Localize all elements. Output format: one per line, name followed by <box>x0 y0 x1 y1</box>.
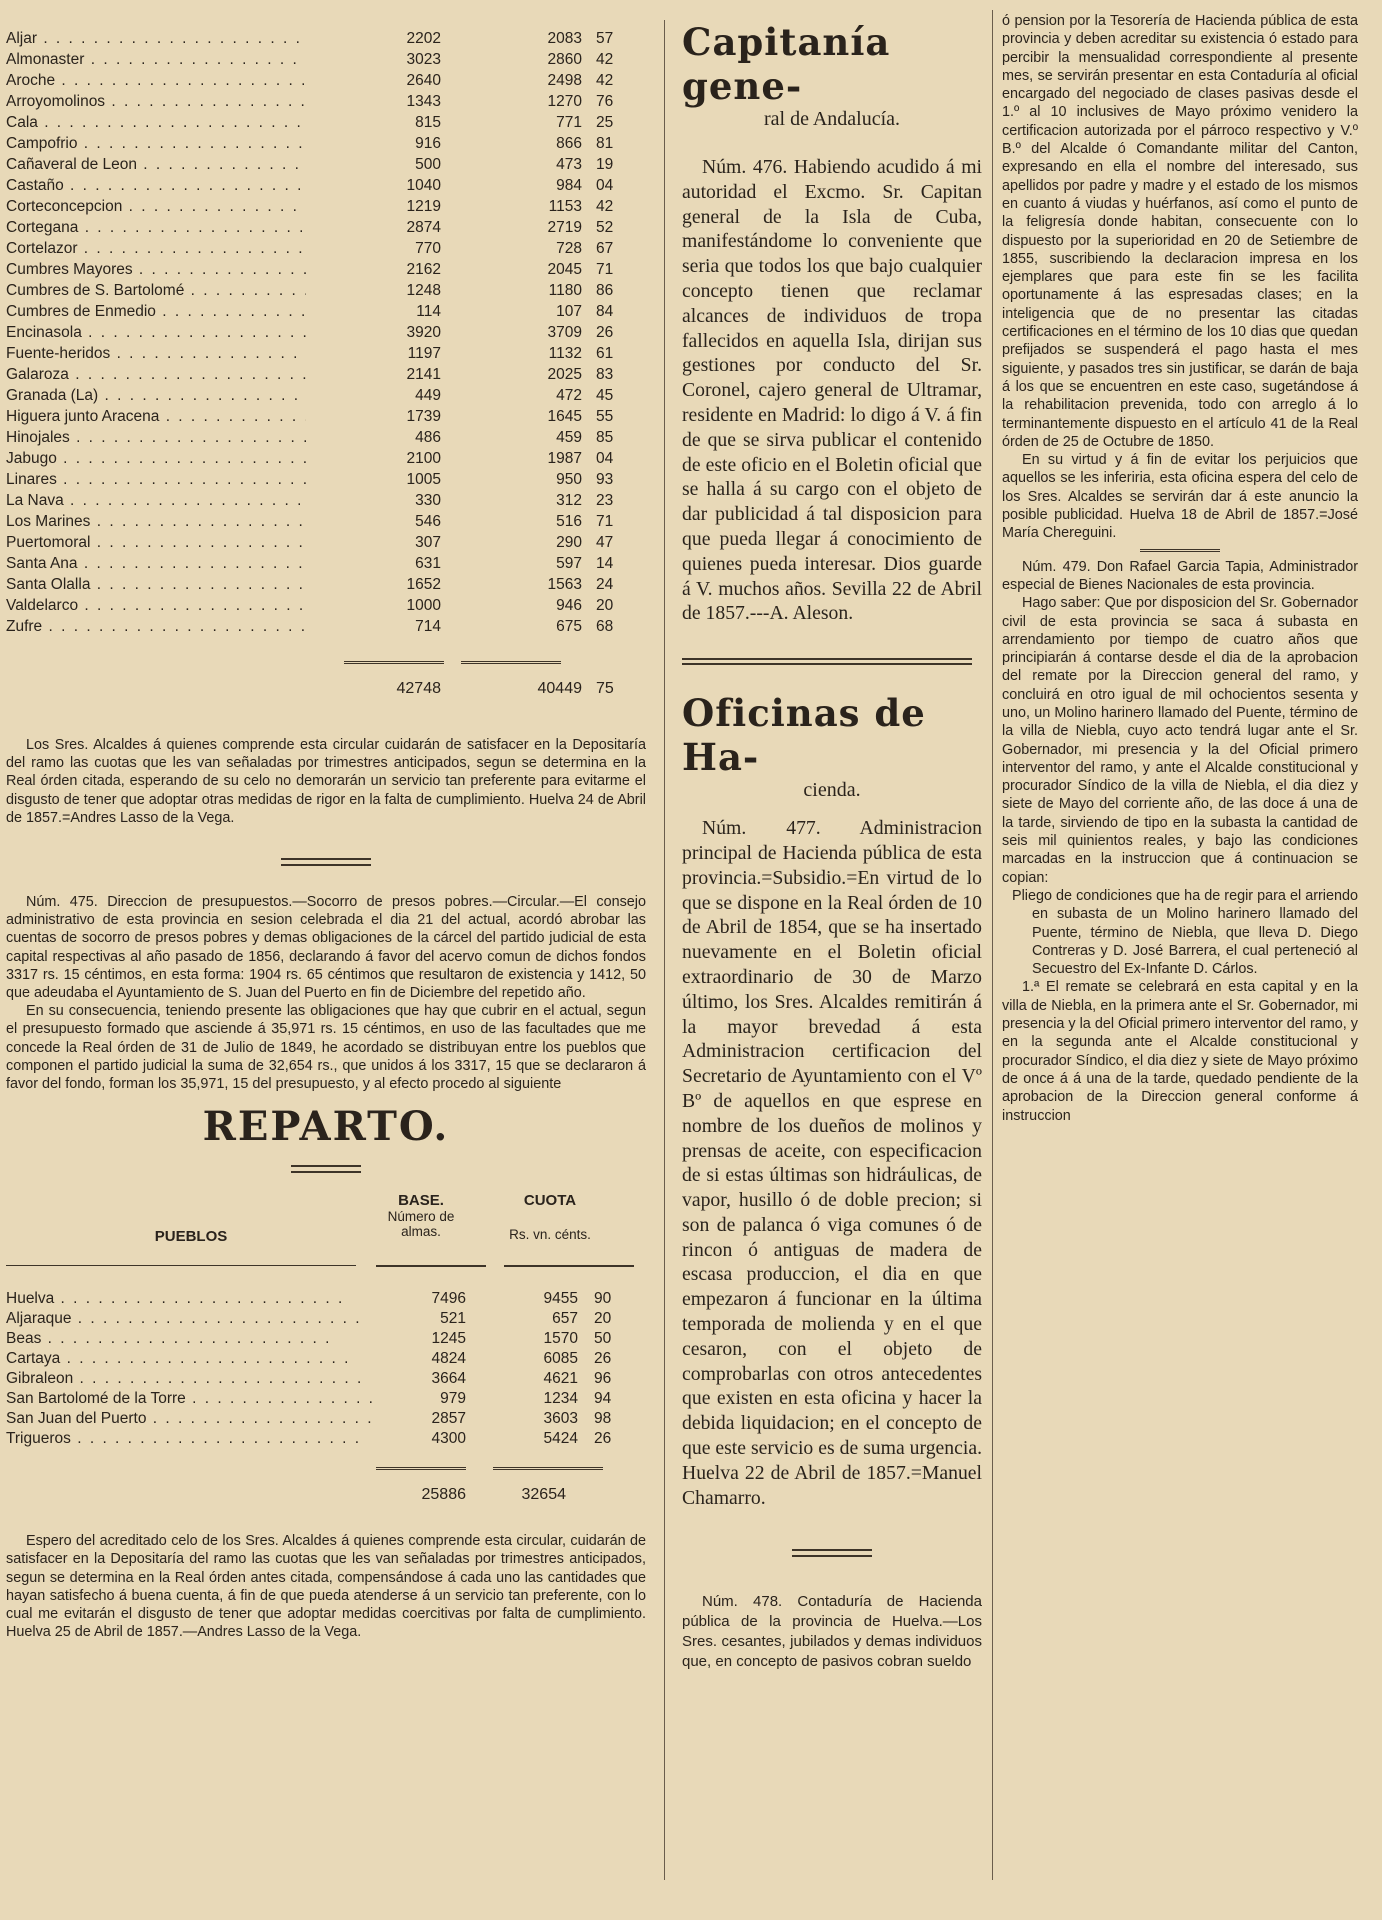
base-value: 114 <box>416 302 441 320</box>
centimos-value: 98 <box>594 1410 612 1428</box>
reales-value: 2025 <box>547 365 582 383</box>
centimos-value: 57 <box>596 29 614 47</box>
pueblo-name: Cumbres de Enmedio . . . <box>6 303 306 321</box>
base-value: 330 <box>415 491 441 509</box>
centimos-value: 26 <box>594 1350 612 1368</box>
base-value: 2162 <box>406 260 441 278</box>
centimos-value: 84 <box>596 302 614 320</box>
base-value: 714 <box>415 617 441 635</box>
reales-value: 675 <box>556 617 582 635</box>
reales-value: 946 <box>556 596 582 614</box>
article-475: Núm. 475. Direccion de presupuestos.—Socorro de presos pobres.—Circular.—El consejo administrativo de esta provincia en sesion celebrada el dia 21 del actual, acordó abrobar las cuentas de socorro de presos pobres y demas obligaciones de la cárcel del partido judicial de esta capital respectivas al año pasado de 1856, declarando á favor del acervo comun de dichos fondos 3317 rs. 15 céntimos, en esta forma: 1904 rs. 65 céntimos que resultaron de existencia y 1412, 50 que adeudaba el Ayuntamiento de S. Juan del Puerto en fin de Diciembre del repetido año. <box>6 894 646 1002</box>
reales-value: 2860 <box>547 50 582 68</box>
column-rule-right <box>992 10 993 1880</box>
almas-value: 7496 <box>431 1290 466 1308</box>
pueblo-name: La Nava . . . <box>6 492 306 510</box>
table-row <box>6 490 646 511</box>
pueblo-name: Fuente-heridos . . . <box>6 345 306 363</box>
oficinas-heading: Oficinas de Ha- <box>682 691 926 780</box>
centimos-value: 93 <box>596 470 614 488</box>
reales-value: 459 <box>556 428 582 446</box>
almas-value: 979 <box>440 1390 466 1408</box>
centimos-value: 52 <box>596 218 614 236</box>
almas-value: 3664 <box>431 1370 466 1388</box>
base-value: 2874 <box>406 218 441 236</box>
table-row <box>6 280 646 301</box>
table-row <box>6 427 646 448</box>
divider-479 <box>1140 549 1220 552</box>
centimos-value: 81 <box>596 134 614 152</box>
reales-value: 2083 <box>547 29 582 47</box>
reales-value: 1270 <box>547 92 582 110</box>
reales-value: 312 <box>556 491 582 509</box>
table-row <box>6 343 646 364</box>
centimos-value: 96 <box>594 1370 612 1388</box>
centimos-value: 90 <box>594 1290 612 1308</box>
article-479-condition-1: 1.ª El remate se celebrará en esta capital y en la villa de Niebla, en la primera ante el Sr. Gobernador, mi presencia y la del Oficial primero interventor del ramo, y en la segunda ante el Alcalde constitucional y procurador Síndico, el dia diez y siete de Mayo próximo de once á á una de la tarde, quedado pendiente de la aprobacion de la Direccion general conforme á instruccion <box>1002 979 1358 1124</box>
table-row <box>6 1409 646 1429</box>
table-row <box>6 364 646 385</box>
reales-value: 3603 <box>543 1410 578 1428</box>
circular-closing-paragraph: Los Sres. Alcaldes á quienes comprende esta circular cuidarán de satisfacer en la Depositaría del ramo las cuotas que les van señaladas por trimestres anticipados, segun se determina en la Real órden citada, esperando de su celo no demorarán un servicio tan preferente para evitarme el disgusto de tener que adoptar otras medidas de rigor en la falta de cumplimiento. Huelva 24 de Abril de 1857.=Andres Lasso de la Vega. <box>6 737 646 826</box>
centimos-value: 71 <box>596 260 614 278</box>
base-value: 1652 <box>406 575 441 593</box>
pueblo-name: Santa Olalla . . . <box>6 576 306 594</box>
column-rule-left <box>664 20 665 1880</box>
article-478-continued: ó pension por la Tesorería de Hacienda pública de esta provincia y deben acreditar su existencia ó estado para percibir la mensualidad correspondiente al presente mes, se servirán presentar en esta Contaduría al oficial encargado del negociado de clases pasivas desde el 1.º al 10 inclusives de Mayo próximo venidero la certificacion autorizada por el párroco respectivo y V.º B.º del Alcalde ó Comandante militar del Canton, expresando en ella el nombre del interesado, sus apellidos por padre y madre y el estado de los mismos en cuanto á viudas y huérfanos, así como el punto de la feligresía donde habitan, consecuente con lo dispuesto por la superioridad en 20 de Setiembre de 1855, suscribiendo la declaracion impresa en los ejemplares que para este fin se les facilita oportunamente á las espresadas clases; en la inteligencia que de no presentar las citadas certificaciones en el término de los 10 dias que quedan prefijados se suspenderá el pago hasta el mes siguiente, y pasados tres sin justificar, se darán de baja á los que se encuentren en este caso, sugetándose á la rehabilitacion prevenida, todo con arreglo á lo terminantemente dispuesto en el artículo 41 de la Real órden de 25 de Octubre de 1850. <box>1002 13 1358 450</box>
pueblo-name: Campofrio . . . <box>6 135 306 153</box>
base-value: 1000 <box>406 596 441 614</box>
pueblo-name: Trigueros . . . <box>6 1430 376 1448</box>
almas-value: 4824 <box>431 1350 466 1368</box>
reales-value: 107 <box>556 302 582 320</box>
header-base: BASE. <box>398 1192 444 1210</box>
pueblo-name: Cumbres Mayores . . . <box>6 261 306 279</box>
reales-value: 1132 <box>548 344 582 362</box>
reales-value: 6085 <box>543 1350 578 1368</box>
centimos-value: 45 <box>596 386 614 404</box>
reparto-table <box>6 1289 646 1449</box>
reales-value: 1153 <box>548 197 582 215</box>
base-value: 1343 <box>406 92 441 110</box>
table-row <box>6 532 646 553</box>
centimos-value: 20 <box>594 1310 612 1328</box>
base-value: 307 <box>415 533 441 551</box>
quota-table-1 <box>6 28 646 637</box>
ornament-divider <box>6 853 646 871</box>
reparto-total <box>6 1486 646 1504</box>
centimos-value: 68 <box>596 617 614 635</box>
pueblo-name: Cartaya . . . <box>6 1350 376 1368</box>
centimos-value: 24 <box>596 575 614 593</box>
reales-value: 1987 <box>547 449 582 467</box>
table-row <box>6 28 646 49</box>
table-row <box>6 616 646 637</box>
pueblo-name: Beas . . . <box>6 1330 376 1348</box>
pueblo-name: Cumbres de S. Bartolomé . . . <box>6 282 306 300</box>
table-row <box>6 1309 646 1329</box>
pueblo-name: Galaroza . . . <box>6 366 306 384</box>
base-value: 1197 <box>407 344 441 362</box>
base-value: 1219 <box>406 197 441 215</box>
reales-value: 950 <box>556 470 582 488</box>
centimos-value: 42 <box>596 71 614 89</box>
pueblo-name: Aljar . . . <box>6 30 306 48</box>
header-cuota: CUOTA <box>523 1192 577 1210</box>
total-cuota: 32654 <box>521 1486 566 1504</box>
pueblo-name: Aljaraque . . . <box>6 1310 376 1328</box>
table-row <box>6 1369 646 1389</box>
reales-value: 1180 <box>548 281 582 299</box>
centimos-value: 14 <box>596 554 614 572</box>
reales-value: 3709 <box>547 323 582 341</box>
table-row <box>6 511 646 532</box>
centimos-value: 25 <box>596 113 614 131</box>
pueblo-name: San Juan del Puerto . . . <box>6 1410 376 1428</box>
table-row <box>6 469 646 490</box>
reales-value: 597 <box>556 554 582 572</box>
column-2 <box>682 20 982 1672</box>
article-479-conditions-title: Pliego de condiciones que ha de regir para el arriendo en subasta de un Molino harinero llamado del Puente, término de Niebla, que lleva D. Diego Contreras y D. José Barrera, el cual perteneció al Secuestro del Ex-Infante D. Cárlos. <box>1012 887 1358 978</box>
table-row <box>6 133 646 154</box>
capitania-heading: Capitanía gene- <box>682 20 891 108</box>
table-row <box>6 1329 646 1349</box>
article-478-closing: En su virtud y á fin de evitar los perjuicios que aquellos se les inferiria, esta oficina espera del celo de los Sres. Alcaldes se servirán dar á este anuncio la posible publicidad. Huelva 18 de Abril de 1857.=José María Chereguini. <box>1002 452 1358 542</box>
centimos-value: 94 <box>594 1390 612 1408</box>
centimos-value: 76 <box>596 92 614 110</box>
pueblo-name: Encinasola . . . <box>6 324 306 342</box>
base-value: 2100 <box>406 449 441 467</box>
base-value: 546 <box>415 512 441 530</box>
base-value: 1248 <box>406 281 441 299</box>
reales-value: 1234 <box>543 1390 578 1408</box>
base-value: 916 <box>415 134 441 152</box>
table-row <box>6 1429 646 1449</box>
table-row <box>6 112 646 133</box>
pueblo-name: Huelva . . . <box>6 1290 376 1308</box>
almas-value: 4300 <box>431 1430 466 1448</box>
base-value: 815 <box>415 113 441 131</box>
article-478: Núm. 478. Contaduría de Hacienda pública de la provincia de Huelva.—Los Sres. cesantes, jubilados y demas individuos que, en concepto de pasivos cobran sueldo <box>682 1593 982 1671</box>
pueblo-name: Granada (La) . . . <box>6 387 306 405</box>
centimos-value: 23 <box>596 491 614 509</box>
centimos-value: 67 <box>596 239 614 257</box>
table-row <box>6 1289 646 1309</box>
base-value: 1739 <box>406 407 441 425</box>
article-475-continued: En su consecuencia, teniendo presente las obligaciones que hay que cubrir en el actual, segun el presupuesto formado que asciende á 35,971 rs. 15 céntimos, en uso de las facultades que me concede la Real órden de 31 de Julio de 1849, he acordado se distribuyan entre los pueblos que componen el partido judicial la suma de 32,654 rs., que unidos á los 3317, 15 que se declararon á favor del fondo, forman los 35,971, 15 del presupuesto, y al efecto procedo al siguiente <box>6 1003 646 1093</box>
article-479-notice: Hago saber: Que por disposicion del Sr. Gobernador civil de esta provincia se saca á subasta en arrendamiento por tiempo de cuatro años que principiarán á contarse desde el dia de la aprobacion del remate por la Direccion general del ramo, y concluirá en otro igual de mil ochocientos sesenta y uno, un Molino harinero llamado del Puente, término de la villa de Niebla, cuyo acto tendrá lugar ante el Sr. Gobernador, mi presencia y la del Oficial primero interventor del ramo, y ante el Alcalde constitucional y procurador Síndico de la villa de Niebla, el dia diez y siete de Mayo del corriente año, de las doce á una de la tarde, sirviendo de tipo en la subasta la cantidad de seis mil quinientos reales, y bajo las condiciones marcadas en la instruccion que á continuacion se copian: <box>1002 595 1358 886</box>
centimos-value: 50 <box>594 1330 612 1348</box>
table-row <box>6 301 646 322</box>
reales-value: 290 <box>556 533 582 551</box>
reales-value: 516 <box>556 512 582 530</box>
base-value: 500 <box>415 155 441 173</box>
reales-value: 2719 <box>547 218 582 236</box>
table-row <box>6 154 646 175</box>
reales-value: 2498 <box>547 71 582 89</box>
table-row <box>6 406 646 427</box>
base-value: 2640 <box>406 71 441 89</box>
pueblo-name: Linares . . . <box>6 471 306 489</box>
centimos-value: 55 <box>596 407 614 425</box>
centimos-value: 85 <box>596 428 614 446</box>
table-row <box>6 91 646 112</box>
ornament-divider-3 <box>682 1544 982 1562</box>
reales-value: 4621 <box>543 1370 578 1388</box>
base-value: 1005 <box>406 470 441 488</box>
reales-value: 1570 <box>543 1330 578 1348</box>
table-row <box>6 574 646 595</box>
table-row <box>6 70 646 91</box>
pueblo-name: Arroyomolinos . . . <box>6 93 306 111</box>
centimos-value: 26 <box>596 323 614 341</box>
pueblo-name: Puertomoral . . . <box>6 534 306 552</box>
reales-value: 657 <box>552 1310 578 1328</box>
centimos-value: 71 <box>596 512 614 530</box>
capitania-subheading: ral de Andalucía. <box>763 108 901 130</box>
article-476: Núm. 476. Habiendo acudido á mi autoridad el Excmo. Sr. Capitan general de la Isla de Cuba, manifestándome lo conveniente que seria que todos los que bajo cualquier concepto tienen que reclamar alcances de individuos de tropa fallecidos en aquella Isla, dirijan sus gestiones por conducto del Sr. Coronel, cajero general de Ultramar, residente en Madrid: lo digo á V. á fin de que se sirva publicar el contenido de este oficio en el Boletin oficial que se halla á su cargo con el objeto de dar publicidad á tal disposicion para que pueda llegar á conocimiento de quienes pueda interesar. Dios guarde á V. muchos años. Sevilla 22 de Abril de 1857.---A. Aleson. <box>682 156 982 625</box>
header-pueblos: PUEBLOS <box>154 1228 228 1246</box>
almas-value: 1245 <box>431 1330 466 1348</box>
table-row <box>6 553 646 574</box>
reales-value: 9455 <box>543 1290 578 1308</box>
almas-value: 2857 <box>431 1410 466 1428</box>
article-477: Núm. 477. Administracion principal de Hacienda pública de esta provincia.=Subsidio.=En virtud de lo que se dispone en la Real órden de 10 de Abril de 1854, que se ha insertado nuevamente en el Boletin oficial extraordinario de 30 de Marzo último, los Sres. Alcaldes remitirán á la mayor brevedad á esta Administracion certificacion del Secretario de Ayuntamiento con el Vº Bº de aquellos en que esprese en nombre de los dueños de molinos y prensas de aceite, con especificacion de si estas últimas son hidráulicas, de vapor, husillo ó de doble precion; si son de palanca ó viga comunes ó de rincon ó antiguas de madera de escasa produccion, el dia en que empezaron á funcionar en la última temporada de molienda y en el que cesaron, con el objeto de comprobarlas con otros antecedentes que existen en esta oficina y hacer la debida liquidacion; en el concepto de que este servicio es de suma urgencia. Huelva 22 de Abril de 1857.=Manuel Chamarro. <box>682 817 982 1509</box>
ornament-divider-2 <box>6 1160 646 1178</box>
table-1-total <box>6 680 646 698</box>
base-value: 3023 <box>406 50 441 68</box>
pueblo-name: Almonaster . . . <box>6 51 306 69</box>
base-value: 449 <box>415 386 441 404</box>
centimos-value: 04 <box>596 176 614 194</box>
pueblo-name: Los Marines . . . <box>6 513 306 531</box>
reales-value: 2045 <box>547 260 582 278</box>
table-row <box>6 259 646 280</box>
table-row <box>6 322 646 343</box>
table-row <box>6 1349 646 1369</box>
centimos-value: 26 <box>594 1430 612 1448</box>
pueblo-name: Cortegana . . . <box>6 219 306 237</box>
centimos-value: 47 <box>596 533 614 551</box>
article-479-heading: Núm. 479. Don Rafael Garcia Tapia, Administrador especial de Bienes Nacionales de esta provincia. <box>1002 558 1358 593</box>
pueblo-name: Gibraleon . . . <box>6 1370 376 1388</box>
pueblo-name: Santa Ana . . . <box>6 555 306 573</box>
table-row <box>6 175 646 196</box>
table-row <box>6 217 646 238</box>
reales-value: 866 <box>556 134 582 152</box>
oficinas-subheading: cienda. <box>803 779 861 802</box>
table-row <box>6 196 646 217</box>
base-value: 631 <box>415 554 441 572</box>
reales-value: 984 <box>556 176 582 194</box>
centimos-value: 61 <box>596 344 614 362</box>
total-base: 42748 <box>396 680 441 697</box>
pueblo-name: Higuera junto Aracena . . . <box>6 408 306 426</box>
pueblo-name: San Bartolomé de la Torre . . . <box>6 1390 376 1408</box>
total-centimos: 75 <box>596 680 614 697</box>
total-reales: 40449 <box>537 680 582 697</box>
pueblo-name: Cala . . . <box>6 114 306 132</box>
pueblo-name: Cortelazor . . . <box>6 240 306 258</box>
pueblo-name: Jabugo . . . <box>6 450 306 468</box>
reparto-heading: REPARTO. <box>202 1103 450 1151</box>
base-value: 770 <box>415 239 441 257</box>
reales-value: 473 <box>556 155 582 173</box>
pueblo-name: Aroche . . . <box>6 72 306 90</box>
table-row <box>6 448 646 469</box>
almas-value: 521 <box>440 1310 466 1328</box>
centimos-value: 83 <box>596 365 614 383</box>
centimos-value: 42 <box>596 197 614 215</box>
base-value: 2141 <box>406 365 441 383</box>
header-rs-cents: Rs. vn. cénts. <box>509 1227 591 1243</box>
reales-value: 472 <box>556 386 582 404</box>
header-numero-almas: Número de almas. <box>387 1209 455 1240</box>
column-3 <box>1002 12 1358 1125</box>
reales-value: 1645 <box>547 407 582 425</box>
table-row <box>6 1389 646 1409</box>
table-row <box>6 238 646 259</box>
pueblo-name: Castaño . . . <box>6 177 306 195</box>
reales-value: 771 <box>556 113 582 131</box>
table-row <box>6 595 646 616</box>
centimos-value: 19 <box>596 155 614 173</box>
reparto-table-header <box>6 1192 646 1245</box>
base-value: 3920 <box>406 323 441 341</box>
total-almas: 25886 <box>421 1486 466 1504</box>
double-rule-divider <box>682 658 982 665</box>
pueblo-name: Zufre . . . <box>6 618 306 636</box>
centimos-value: 20 <box>596 596 614 614</box>
base-value: 486 <box>415 428 441 446</box>
base-value: 1040 <box>406 176 441 194</box>
centimos-value: 04 <box>596 449 614 467</box>
table-row <box>6 385 646 406</box>
pueblo-name: Corteconcepcion . . . <box>6 198 306 216</box>
reales-value: 728 <box>556 239 582 257</box>
column-1 <box>6 28 646 1641</box>
reales-value: 5424 <box>543 1430 578 1448</box>
centimos-value: 42 <box>596 50 614 68</box>
centimos-value: 86 <box>596 281 614 299</box>
base-value: 2202 <box>406 29 441 47</box>
reparto-closing-paragraph: Espero del acreditado celo de los Sres. Alcaldes á quienes comprende esta circular, cuidarán de satisfacer en la Depositaría del ramo las cuotas que les van señaladas por trimestres anticipados, segun se determina en la Real órden antes citada, compensándose á cada uno las cantidades que hayan satisfecho á buena cuenta, á fin de que pueda atenderse á un servicio tan preferente, con lo cual me evitarán el disgusto de tener que adoptar medidas coercitivas por falta de cumplimiento. Huelva 25 de Abril de 1857.—Andres Lasso de la Vega. <box>6 1533 646 1641</box>
reales-value: 1563 <box>547 575 582 593</box>
pueblo-name: Hinojales . . . <box>6 429 306 447</box>
pueblo-name: Valdelarco . . . <box>6 597 306 615</box>
pueblo-name: Cañaveral de Leon . . . <box>6 156 306 174</box>
table-row <box>6 49 646 70</box>
